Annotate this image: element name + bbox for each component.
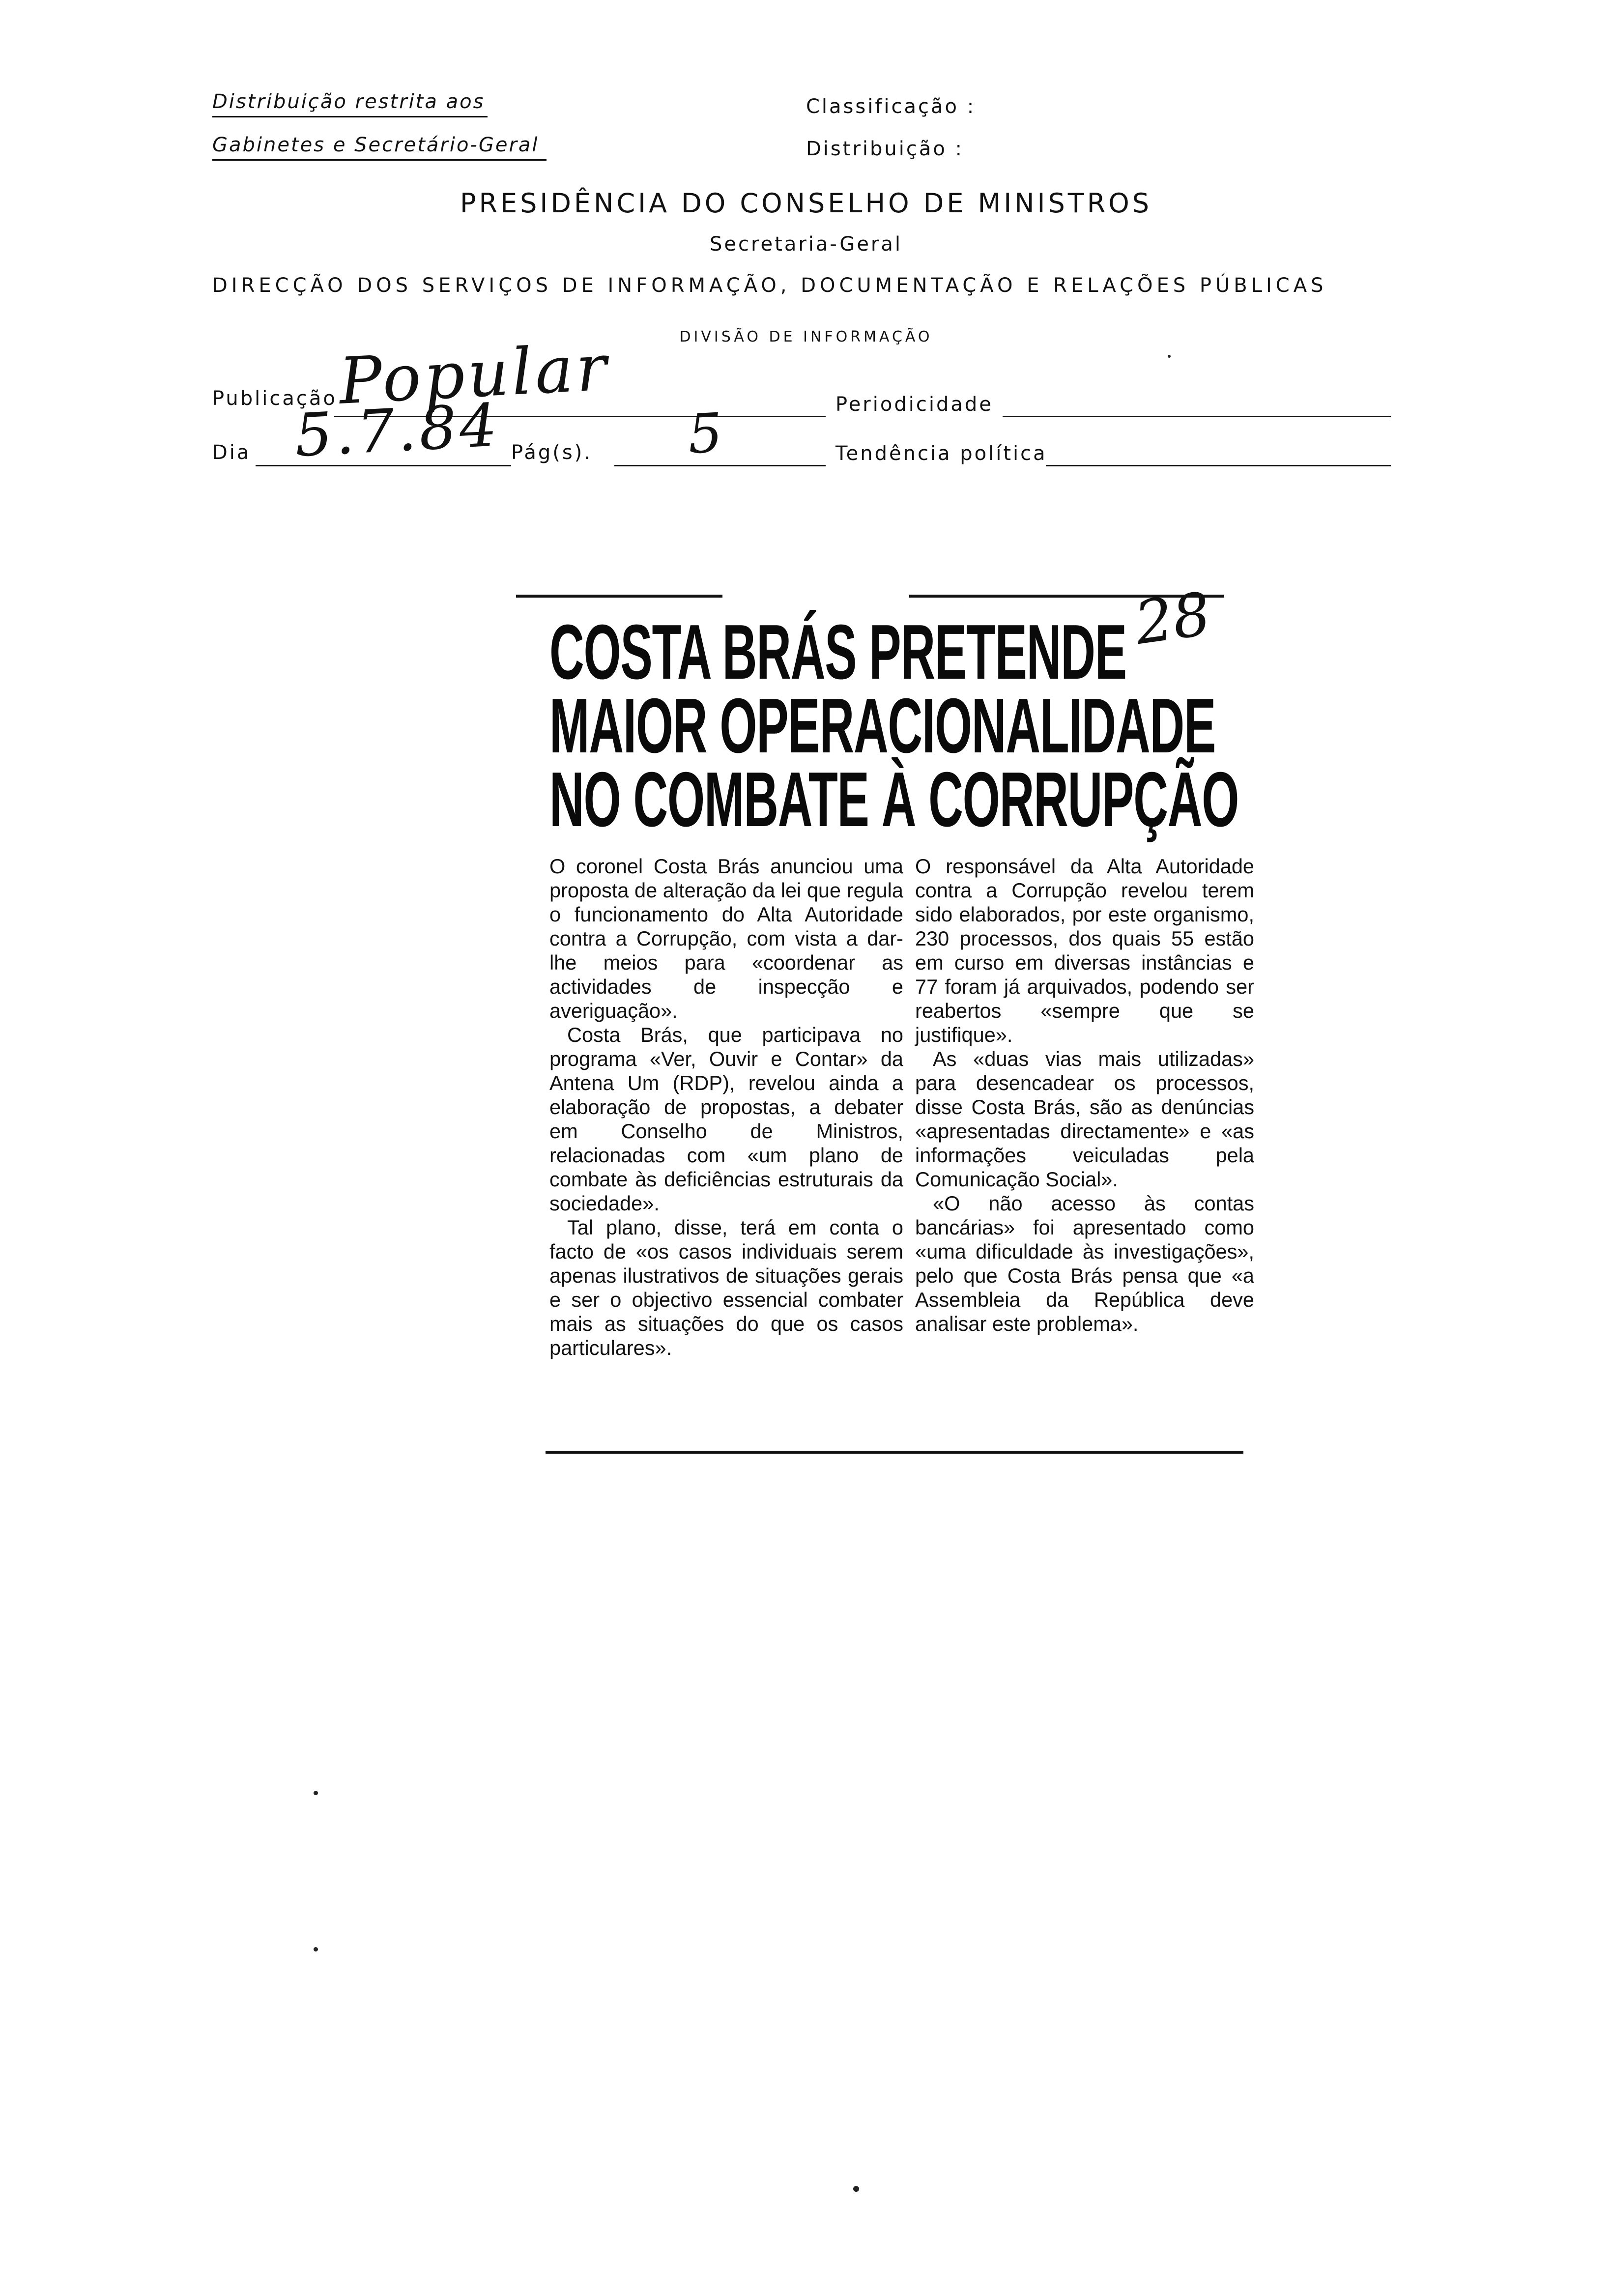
left-paragraph-1: O coronel Costa Brás anunciou uma proposta de alteração da lei que regula o funcionamento do Alta Autoridade contra a Corrupção, com vista a dar-lhe meios para «coordenar as actividades de inspecção e averiguação». [549, 855, 903, 1022]
page-subtitle: Secretaria-Geral [709, 233, 902, 256]
article-column-right [915, 854, 1254, 1336]
distribuicao-label: Distribuição : [806, 138, 964, 160]
pags-line [614, 465, 826, 466]
newspaper-clipping [516, 580, 1254, 1460]
periodicidade-label: Periodicidade [835, 393, 993, 416]
headline-line-1: COSTA BRÁS PRETENDE [549, 609, 1126, 695]
headline-line-2: MAIOR OPERACIONALIDADE [549, 683, 1216, 769]
right-paragraph-1: O responsável da Alta Autoridade contra a Corrupção revelou terem sido elaborados, por este organismo, 230 processos, dos quais 55 estão em curso em diversas instâncias e 77 foram já arquivados, podendo ser reabertos «sempre que se justifique». [915, 855, 1254, 1046]
handwritten-margin-number: 28 [1131, 580, 1215, 658]
classificacao-label: Classificação : [806, 95, 976, 118]
periodicidade-line [1003, 416, 1391, 417]
direccao-line: DIRECÇÃO DOS SERVIÇOS DE INFORMAÇÃO, DOCUMENTAÇÃO E RELAÇÕES PÚBLICAS [212, 274, 1327, 297]
left-paragraph-2: Costa Brás, que participava no programa «Ver, Ouvir e Contar» da Antena Um (RDP), revelou ainda a elaboração de propostas, a debater em Conselho de Ministros, relacionadas com «um plano de combate às deficiências estruturais da sociedade». [549, 1023, 903, 1215]
scan-speck [314, 1791, 318, 1795]
tendencia-line [1046, 465, 1391, 466]
pags-label: Pág(s). [511, 441, 592, 464]
scan-speck [853, 2186, 859, 2192]
left-paragraph-3: Tal plano, disse, terá em conta o facto de «os casos individuais serem apenas ilustrativos de situações gerais e ser o objectivo essencial combater mais as situações do que os casos particulares». [549, 1216, 903, 1359]
restricted-distribution-line2: Gabinetes e Secretário-Geral [212, 134, 547, 161]
restricted-distribution-line1: Distribuição restrita aos [212, 90, 488, 117]
dia-handwritten: 5.7.84 [293, 391, 502, 470]
article-column-left [549, 854, 903, 1360]
publicacao-label: Publicação [212, 387, 337, 410]
pags-handwritten: 5 [686, 401, 727, 466]
right-paragraph-2: As «duas vias mais utilizadas» para desencadear os processos, disse Costa Brás, são as denúncias «apresentadas directamente» e «as informações veiculadas pela Comunicação Social». [915, 1047, 1254, 1191]
divisao-label: DIVISÃO DE INFORMAÇÃO [679, 328, 933, 345]
headline-line-3: NO COMBATE À CORRUPÇÃO [549, 756, 1239, 843]
tendencia-label: Tendência política [835, 442, 1047, 465]
page-title: PRESIDÊNCIA DO CONSELHO DE MINISTROS [460, 188, 1152, 219]
scan-speck [314, 1947, 318, 1952]
scan-speck [1168, 355, 1171, 358]
publicacao-handwritten: Popular [337, 330, 611, 419]
clipping-top-rule-left [516, 595, 722, 598]
right-paragraph-3: «O não acesso às contas bancárias» foi apresentado como «uma dificuldade às investigações», pelo que Costa Brás pensa que «a Assembleia da República deve analisar este problema». [915, 1192, 1254, 1335]
dia-label: Dia [212, 441, 251, 464]
clipping-bottom-rule [546, 1451, 1243, 1454]
